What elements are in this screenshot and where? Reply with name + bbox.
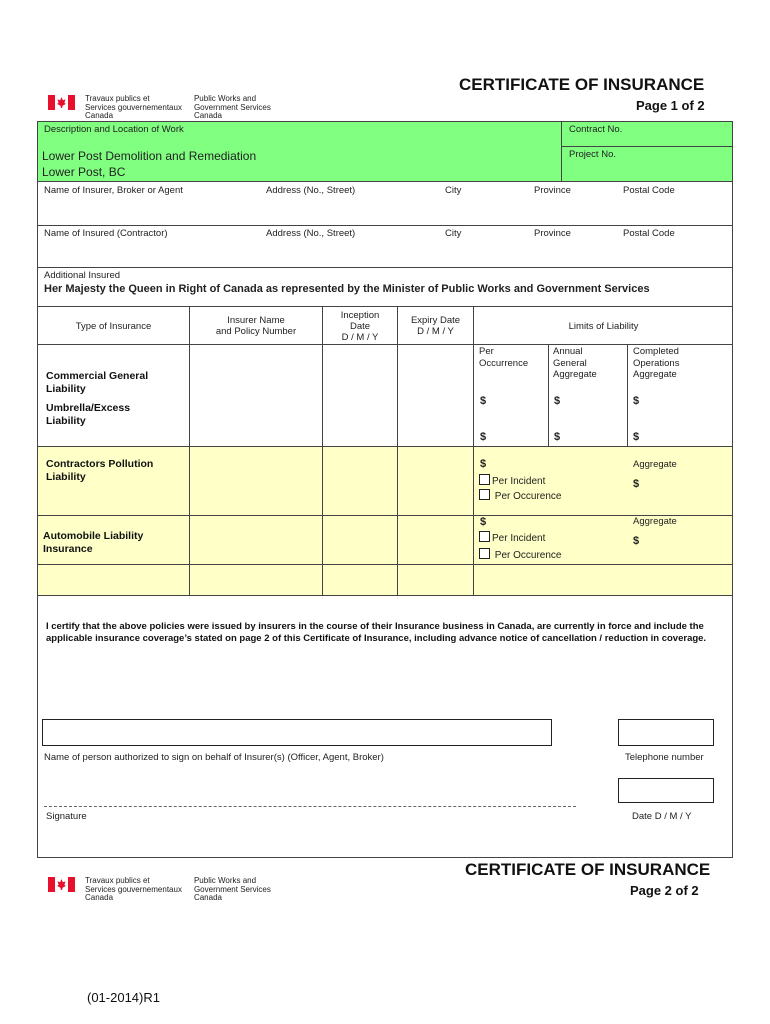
project-label: Project No. xyxy=(569,149,616,160)
authorized-person-label: Name of person authorized to sign on behalf of Insurer(s) (Officer, Agent, Broker) xyxy=(44,752,384,763)
fip-english: Public Works and Government Services Canada xyxy=(193,94,271,120)
insurer-address-label: Address (No., Street) xyxy=(266,185,356,196)
per-occurence-label: Per Occurence xyxy=(494,491,562,502)
fip-french: Travaux publics et Services gouvernementaux Canada xyxy=(85,94,182,120)
insurer-province-label: Province xyxy=(534,185,571,196)
insurer-name-label: Name of Insurer, Broker or Agent xyxy=(44,185,183,196)
checkbox-icon[interactable] xyxy=(479,489,490,500)
canada-flag-icon xyxy=(48,877,75,892)
col-divider-2 xyxy=(322,306,323,596)
telephone-number-input[interactable] xyxy=(618,719,714,746)
row-divider-1 xyxy=(37,446,733,447)
fip-signature xyxy=(48,95,271,121)
work-description-line1: Lower Post Demolition and Remediation xyxy=(42,149,257,163)
per-incident-label: Per Incident xyxy=(492,476,546,487)
insurer-row[interactable] xyxy=(37,181,733,226)
type-of-insurance-header: Type of Insurance xyxy=(75,321,152,332)
project-number-field[interactable] xyxy=(561,146,733,182)
fip-french: Travaux publics et Services gouvernementaux Canada xyxy=(85,876,182,902)
checkbox-icon[interactable] xyxy=(479,548,490,559)
cgl-completed-dollar[interactable]: $ xyxy=(633,395,640,407)
umbrella-annual-dollar[interactable]: $ xyxy=(554,431,561,443)
description-of-work-field[interactable] xyxy=(37,121,562,182)
per-occurrence-label: Per Occurrence xyxy=(479,346,529,369)
row-divider-2 xyxy=(37,515,733,516)
row-divider-3 xyxy=(37,564,733,565)
col-divider-4 xyxy=(473,306,474,596)
signature-label: Signature xyxy=(46,811,87,822)
umbrella-excess-liability-label: Umbrella/Excess Liability xyxy=(46,402,131,427)
cgl-per-occurrence-dollar[interactable]: $ xyxy=(480,395,487,407)
page-number: Page 1 of 2 xyxy=(636,98,705,113)
header-divider xyxy=(37,344,733,345)
contract-label: Contract No. xyxy=(569,124,623,135)
form-number: (01-2014)R1 xyxy=(87,990,160,1005)
auto-per-incident-option[interactable] xyxy=(479,531,545,544)
additional-insured-section xyxy=(37,267,733,307)
telephone-label: Telephone number xyxy=(625,752,704,763)
date-label: Date D / M / Y xyxy=(632,811,692,822)
pollution-per-incident-option[interactable] xyxy=(479,474,545,487)
automobile-liability-label: Automobile Liability Insurance xyxy=(43,530,144,555)
pollution-aggregate-label: Aggregate xyxy=(633,459,677,470)
umbrella-completed-dollar[interactable]: $ xyxy=(633,431,640,443)
insured-row[interactable] xyxy=(37,225,733,268)
inception-date-header: Inception Date D / M / Y xyxy=(340,310,380,343)
insurer-city-label: City xyxy=(445,185,462,196)
insurer-postal-label: Postal Code xyxy=(623,185,675,196)
contract-number-field[interactable] xyxy=(561,121,733,147)
col-divider-5 xyxy=(548,344,549,446)
additional-insured-label: Additional Insured xyxy=(44,270,121,281)
cgl-annual-dollar[interactable]: $ xyxy=(554,395,561,407)
auto-per-occurence-option[interactable] xyxy=(479,548,561,561)
auto-dollar[interactable]: $ xyxy=(480,516,487,528)
expiry-date-header: Expiry Date D / M / Y xyxy=(410,315,461,337)
authorized-person-name-input[interactable] xyxy=(42,719,552,746)
fip-signature-page2 xyxy=(48,877,271,903)
additional-insured-text: Her Majesty the Queen in Right of Canada as represented by the Minister of Public Works and Government Services xyxy=(44,283,650,295)
description-label: Description and Location of Work xyxy=(44,124,184,135)
checkbox-icon[interactable] xyxy=(479,474,490,485)
umbrella-per-occurrence-dollar[interactable]: $ xyxy=(480,431,487,443)
fip-english: Public Works and Government Services Canada xyxy=(193,876,271,902)
auto-aggregate-label: Aggregate xyxy=(633,516,677,527)
insured-name-label: Name of Insured (Contractor) xyxy=(44,228,168,239)
canada-flag-icon xyxy=(48,95,75,110)
signature-line[interactable] xyxy=(44,806,576,807)
page2-number: Page 2 of 2 xyxy=(630,883,699,898)
commercial-general-liability-label: Commercial General Liability xyxy=(46,370,149,395)
certification-text: I certify that the above policies were issued by insurers in the course of their Insurance business in Canada, are currently in force and include the applicable insurance coverage’s stated on page 2 of this Certificate of Insurance, including advance notice of cancellation / reduction in coverage. xyxy=(46,621,707,644)
col-divider-3 xyxy=(397,306,398,596)
col-divider-1 xyxy=(189,306,190,596)
annual-aggregate-label: Annual General Aggregate xyxy=(553,346,597,380)
page-title: CERTIFICATE OF INSURANCE xyxy=(459,75,705,94)
work-description-line2: Lower Post, BC xyxy=(42,165,126,179)
per-incident-label: Per Incident xyxy=(492,533,546,544)
insured-province-label: Province xyxy=(534,228,571,239)
per-occurence-label: Per Occurence xyxy=(494,550,562,561)
page2-title: CERTIFICATE OF INSURANCE xyxy=(465,860,711,879)
col-divider-6 xyxy=(627,344,628,446)
contractors-pollution-liability-label: Contractors Pollution Liability xyxy=(46,458,154,483)
pollution-per-occurence-option[interactable] xyxy=(479,489,561,502)
pollution-dollar[interactable]: $ xyxy=(480,458,487,470)
auto-aggregate-dollar[interactable]: $ xyxy=(633,535,640,547)
date-input[interactable] xyxy=(618,778,714,803)
pollution-aggregate-dollar[interactable]: $ xyxy=(633,478,640,490)
completed-operations-label: Completed Operations Aggregate xyxy=(633,346,680,380)
insured-address-label: Address (No., Street) xyxy=(266,228,356,239)
checkbox-icon[interactable] xyxy=(479,531,490,542)
insurer-name-header: Insurer Name and Policy Number xyxy=(215,315,297,337)
insured-city-label: City xyxy=(445,228,462,239)
limits-of-liability-header: Limits of Liability xyxy=(568,321,639,332)
insured-postal-label: Postal Code xyxy=(623,228,675,239)
